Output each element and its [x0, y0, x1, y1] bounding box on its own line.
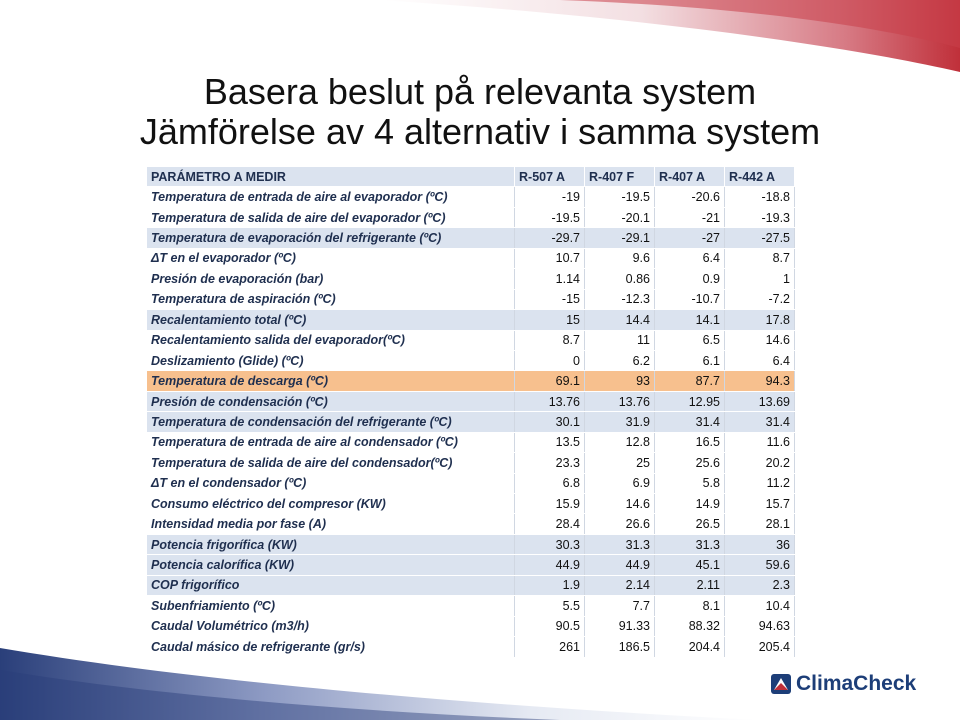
slide-title-line-2: Jämförelse av 4 alternativ i samma system	[139, 111, 821, 152]
parameter-cell: Recalentamiento salida del evaporador(ºC)	[147, 330, 515, 350]
value-cell: 15.7	[725, 494, 795, 514]
value-cell: 30.3	[515, 534, 585, 554]
table-row	[147, 228, 795, 248]
parameter-cell: Caudal Volumétrico (m3/h)	[147, 616, 515, 636]
value-cell: 13.76	[585, 391, 655, 411]
value-cell: 31.4	[655, 412, 725, 432]
value-cell: 11	[585, 330, 655, 350]
parameter-cell: Temperatura de salida de aire del evaporador (ºC)	[147, 207, 515, 227]
value-cell: 186.5	[585, 637, 655, 657]
table-row	[147, 289, 795, 309]
value-cell: 17.8	[725, 310, 795, 330]
value-cell: 261	[515, 637, 585, 657]
table-row	[147, 534, 795, 554]
climacheck-logo-text: ClimaCheck	[796, 672, 917, 695]
value-cell: 14.6	[585, 494, 655, 514]
value-cell: 31.4	[725, 412, 795, 432]
value-cell: 31.9	[585, 412, 655, 432]
value-cell: 44.9	[585, 555, 655, 575]
value-cell: 31.3	[585, 534, 655, 554]
value-cell: 26.6	[585, 514, 655, 534]
value-cell: -19	[515, 187, 585, 207]
value-cell: 9.6	[585, 248, 655, 268]
value-cell: 6.2	[585, 350, 655, 370]
header-parameter: PARÁMETRO A MEDIR	[147, 167, 515, 187]
parameter-cell: Subenfriamiento (ºC)	[147, 596, 515, 616]
value-cell: 90.5	[515, 616, 585, 636]
value-cell: 2.3	[725, 575, 795, 595]
value-cell: 8.1	[655, 596, 725, 616]
value-cell: 6.4	[725, 350, 795, 370]
parameter-cell: Caudal másico de refrigerante (gr/s)	[147, 637, 515, 657]
value-cell: 6.1	[655, 350, 725, 370]
parameter-cell: ΔT en el evaporador (ºC)	[147, 248, 515, 268]
parameter-cell: Temperatura de evaporación del refrigerante (ºC)	[147, 228, 515, 248]
table-row	[147, 310, 795, 330]
table-row	[147, 555, 795, 575]
value-cell: 69.1	[515, 371, 585, 391]
parameter-cell: Consumo eléctrico del compresor (KW)	[147, 494, 515, 514]
value-cell: -19.5	[585, 187, 655, 207]
header-r407f: R-407 F	[585, 167, 655, 187]
value-cell: 87.7	[655, 371, 725, 391]
value-cell: 91.33	[585, 616, 655, 636]
value-cell: 14.6	[725, 330, 795, 350]
parameter-cell: Temperatura de aspiración (ºC)	[147, 289, 515, 309]
value-cell: 88.32	[655, 616, 725, 636]
table-row	[147, 575, 795, 595]
parameter-cell: Recalentamiento total (ºC)	[147, 310, 515, 330]
value-cell: -29.1	[585, 228, 655, 248]
value-cell: 6.8	[515, 473, 585, 493]
value-cell: -20.1	[585, 207, 655, 227]
table-header-row	[147, 167, 795, 187]
table-row	[147, 494, 795, 514]
value-cell: 16.5	[655, 432, 725, 452]
parameter-cell: ΔT en el condensador (ºC)	[147, 473, 515, 493]
value-cell: -21	[655, 207, 725, 227]
header-r407a: R-407 A	[655, 167, 725, 187]
table-row	[147, 207, 795, 227]
header-r507a: R-507 A	[515, 167, 585, 187]
table-row	[147, 391, 795, 411]
value-cell: 6.4	[655, 248, 725, 268]
value-cell: 1.14	[515, 269, 585, 289]
table-row	[147, 616, 795, 636]
parameter-cell: Potencia frigorífica (KW)	[147, 534, 515, 554]
parameter-cell: Potencia calorífica (KW)	[147, 555, 515, 575]
value-cell: 28.1	[725, 514, 795, 534]
value-cell: -12.3	[585, 289, 655, 309]
table-row	[147, 248, 795, 268]
value-cell: 59.6	[725, 555, 795, 575]
value-cell: -27.5	[725, 228, 795, 248]
value-cell: 6.9	[585, 473, 655, 493]
table-row	[147, 371, 795, 391]
table-row	[147, 412, 795, 432]
value-cell: 30.1	[515, 412, 585, 432]
value-cell: 10.7	[515, 248, 585, 268]
value-cell: 7.7	[585, 596, 655, 616]
table-row	[147, 330, 795, 350]
value-cell: 94.63	[725, 616, 795, 636]
value-cell: -19.5	[515, 207, 585, 227]
parameter-cell: COP frigorífico	[147, 575, 515, 595]
value-cell: 10.4	[725, 596, 795, 616]
value-cell: 36	[725, 534, 795, 554]
parameter-cell: Deslizamiento (Glide) (ºC)	[147, 350, 515, 370]
value-cell: 11.2	[725, 473, 795, 493]
table-row	[147, 453, 795, 473]
value-cell: 28.4	[515, 514, 585, 534]
value-cell: 13.5	[515, 432, 585, 452]
value-cell: 20.2	[725, 453, 795, 473]
value-cell: 5.5	[515, 596, 585, 616]
value-cell: -15	[515, 289, 585, 309]
value-cell: 0.9	[655, 269, 725, 289]
parameter-cell: Temperatura de condensación del refrigerante (ºC)	[147, 412, 515, 432]
value-cell: -29.7	[515, 228, 585, 248]
table-row	[147, 187, 795, 207]
value-cell: -18.8	[725, 187, 795, 207]
value-cell: 204.4	[655, 637, 725, 657]
table-row	[147, 269, 795, 289]
table-row	[147, 350, 795, 370]
parameter-cell: Intensidad media por fase (A)	[147, 514, 515, 534]
table-row	[147, 596, 795, 616]
value-cell: 44.9	[515, 555, 585, 575]
value-cell: 94.3	[725, 371, 795, 391]
value-cell: 6.5	[655, 330, 725, 350]
value-cell: 25.6	[655, 453, 725, 473]
parameter-cell: Temperatura de descarga (ºC)	[147, 371, 515, 391]
value-cell: 45.1	[655, 555, 725, 575]
parameter-cell: Temperatura de salida de aire del condensador(ºC)	[147, 453, 515, 473]
value-cell: 15	[515, 310, 585, 330]
value-cell: 0.86	[585, 269, 655, 289]
value-cell: -20.6	[655, 187, 725, 207]
slide-title-line-1: Basera beslut på relevanta system	[203, 71, 757, 112]
value-cell: 12.8	[585, 432, 655, 452]
value-cell: 31.3	[655, 534, 725, 554]
table-row	[147, 432, 795, 452]
value-cell: -19.3	[725, 207, 795, 227]
value-cell: 12.95	[655, 391, 725, 411]
value-cell: 2.11	[655, 575, 725, 595]
value-cell: 26.5	[655, 514, 725, 534]
value-cell: 11.6	[725, 432, 795, 452]
value-cell: 93	[585, 371, 655, 391]
value-cell: -7.2	[725, 289, 795, 309]
parameter-cell: Presión de condensación (ºC)	[147, 391, 515, 411]
climacheck-logo	[770, 672, 916, 696]
value-cell: -27	[655, 228, 725, 248]
value-cell: 8.7	[515, 330, 585, 350]
table-row	[147, 514, 795, 534]
header-r442a: R-442 A	[725, 167, 795, 187]
climacheck-logo-icon	[770, 673, 792, 695]
table-row	[147, 473, 795, 493]
parameter-cell: Temperatura de entrada de aire al condensador (ºC)	[147, 432, 515, 452]
comparison-table	[146, 166, 794, 658]
value-cell: 8.7	[725, 248, 795, 268]
parameter-cell: Presión de evaporación (bar)	[147, 269, 515, 289]
value-cell: 0	[515, 350, 585, 370]
value-cell: 25	[585, 453, 655, 473]
value-cell: -10.7	[655, 289, 725, 309]
value-cell: 23.3	[515, 453, 585, 473]
value-cell: 205.4	[725, 637, 795, 657]
value-cell: 14.9	[655, 494, 725, 514]
value-cell: 13.69	[725, 391, 795, 411]
value-cell: 14.1	[655, 310, 725, 330]
top-decorative-swoosh	[0, 0, 960, 80]
value-cell: 13.76	[515, 391, 585, 411]
value-cell: 15.9	[515, 494, 585, 514]
value-cell: 14.4	[585, 310, 655, 330]
value-cell: 1	[725, 269, 795, 289]
parameter-cell: Temperatura de entrada de aire al evaporador (ºC)	[147, 187, 515, 207]
value-cell: 1.9	[515, 575, 585, 595]
value-cell: 2.14	[585, 575, 655, 595]
value-cell: 5.8	[655, 473, 725, 493]
